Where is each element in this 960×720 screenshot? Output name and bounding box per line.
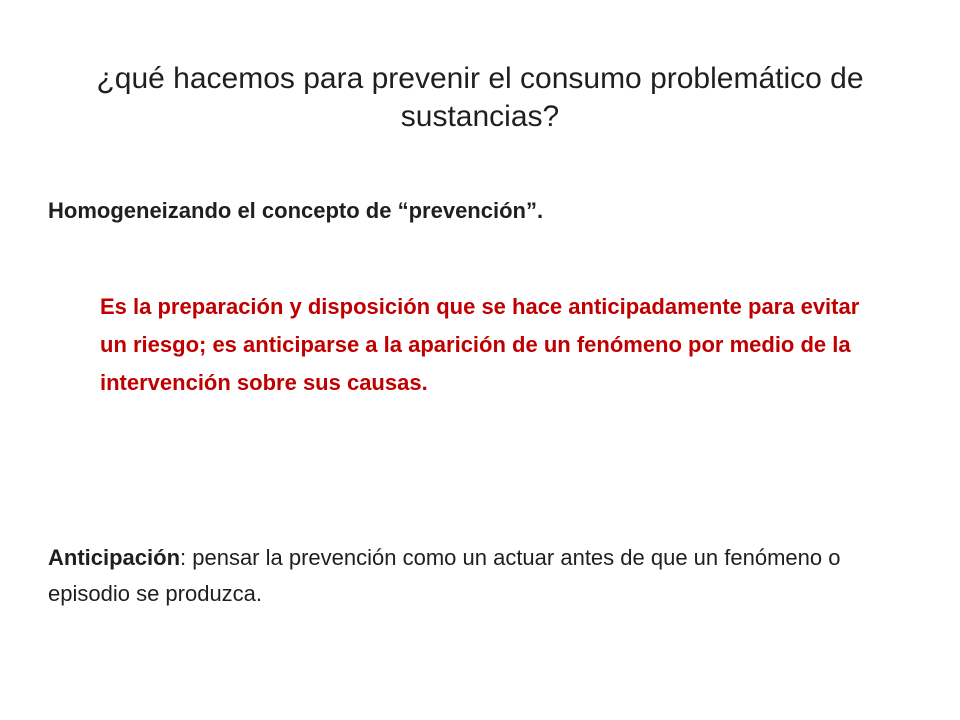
anticipation-term: Anticipación bbox=[48, 545, 181, 570]
section-heading: Homogeneizando el concepto de “prevención”. bbox=[48, 198, 544, 223]
anticipation-paragraph bbox=[48, 540, 868, 612]
slide-title: ¿qué hacemos para prevenir el consumo problemático de sustancias? bbox=[96, 62, 864, 133]
anticipation-text: : pensar la prevención como un actuar antes de que un fenómeno o episodio se produzca. bbox=[48, 545, 841, 606]
prevention-definition: Es la preparación y disposición que se hace anticipadamente para evitar un riesgo; es anticiparse a la aparición de un fenómeno por medio de la intervención sobre sus causas. bbox=[100, 294, 860, 395]
